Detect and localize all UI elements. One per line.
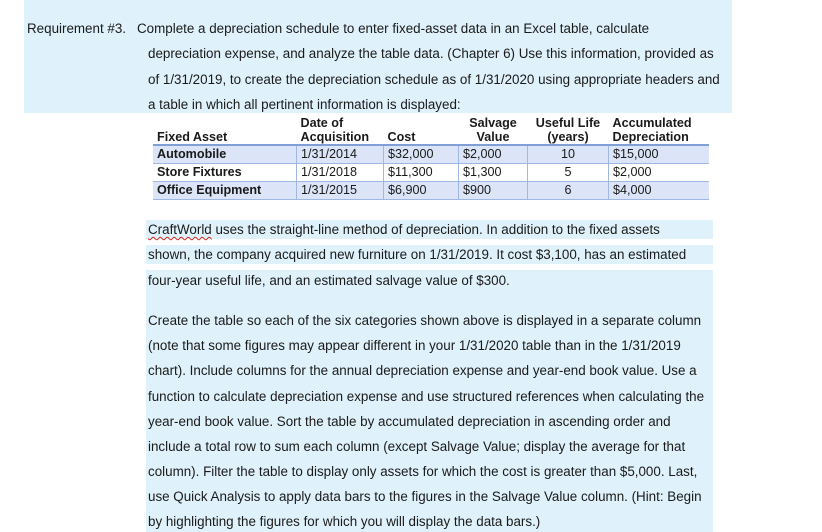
paragraph2-line-3: chart). Include columns for the annual depreciation expense and year-end book value. Use a <box>148 363 697 378</box>
requirement-line-2: depreciation expense, and analyze the table data. (Chapter 6) Use this information, provided as <box>148 46 714 61</box>
cell-life: 10 <box>528 145 609 164</box>
cell-salvage: $1,300 <box>459 164 528 182</box>
requirement-line-1: Complete a depreciation schedule to enter fixed-asset data in an Excel table, calculate <box>137 21 650 36</box>
paragraph2-line-7: column). Filter the table to display only assets for which the cost is greater than $5,000. Last, <box>148 464 698 479</box>
table-header-row <box>153 114 709 145</box>
paragraph2-line-6: include a total row to sum each column (except Salvage Value; display the average for that <box>148 439 686 454</box>
requirement-line-3: of 1/31/2019, to create the depreciation schedule as of 1/31/2020 using appropriate headers and <box>148 72 720 87</box>
paragraph2-line-1: Create the table so each of the six categories shown above is displayed in a separate column <box>148 313 702 328</box>
cell-salvage: $2,000 <box>459 145 528 164</box>
cell-life: 5 <box>528 164 609 182</box>
paragraph1-line-2: shown, the company acquired new furniture on 1/31/2019. It cost $3,100, has an estimated <box>148 247 687 262</box>
requirement-label: Requirement #3. <box>27 21 126 36</box>
paragraph1-line-1-text: uses the straight-line method of depreciation. In addition to the fixed assets <box>211 222 660 237</box>
cell-date: 1/31/2014 <box>297 145 384 164</box>
paragraph2-line-5: year-end book value. Sort the table by accumulated depreciation in ascending order and <box>148 414 671 429</box>
header-date-of-acquisition: Date of Acquisition <box>297 114 384 145</box>
header-cost: Cost <box>384 114 459 145</box>
cell-asset: Automobile <box>153 145 297 164</box>
table-row <box>153 145 709 164</box>
table-row <box>153 182 709 200</box>
header-salvage-value: Salvage Value <box>459 114 528 145</box>
cell-asset: Office Equipment <box>153 182 297 200</box>
cell-date: 1/31/2018 <box>297 164 384 182</box>
cell-cost: $11,300 <box>384 164 459 182</box>
cell-accum: $15,000 <box>609 145 710 164</box>
cell-cost: $6,900 <box>384 182 459 200</box>
header-fixed-asset: Fixed Asset <box>153 114 297 145</box>
paragraph2-line-2: (note that some figures may appear different in your 1/31/2020 table than in the 1/31/2019 <box>148 338 681 353</box>
requirement-line-4: a table in which all pertinent information is displayed: <box>148 97 461 112</box>
paragraph2-line-9: by highlighting the figures for which you will display the data bars.) <box>148 514 541 529</box>
paragraph1-line-1 <box>148 222 660 238</box>
paragraph2-line-8: use Quick Analysis to apply data bars to the figures in the Salvage Value column. (Hint: Begin <box>148 489 702 504</box>
cell-life: 6 <box>528 182 609 200</box>
cell-accum: $2,000 <box>609 164 710 182</box>
cell-cost: $32,000 <box>384 145 459 164</box>
header-accumulated-depreciation: Accumulated Depreciation <box>609 114 710 145</box>
table-row <box>153 164 709 182</box>
paragraph1-line-3: four-year useful life, and an estimated salvage value of $300. <box>148 273 510 288</box>
cell-salvage: $900 <box>459 182 528 200</box>
fixed-asset-table <box>153 114 709 200</box>
company-name-misspelled: CraftWorld <box>148 222 212 237</box>
cell-accum: $4,000 <box>609 182 710 200</box>
header-useful-life: Useful Life (years) <box>528 114 609 145</box>
cell-date: 1/31/2015 <box>297 182 384 200</box>
cell-asset: Store Fixtures <box>153 164 297 182</box>
paragraph2-line-4: function to calculate depreciation expense and use structured references when calculating the <box>148 389 705 404</box>
